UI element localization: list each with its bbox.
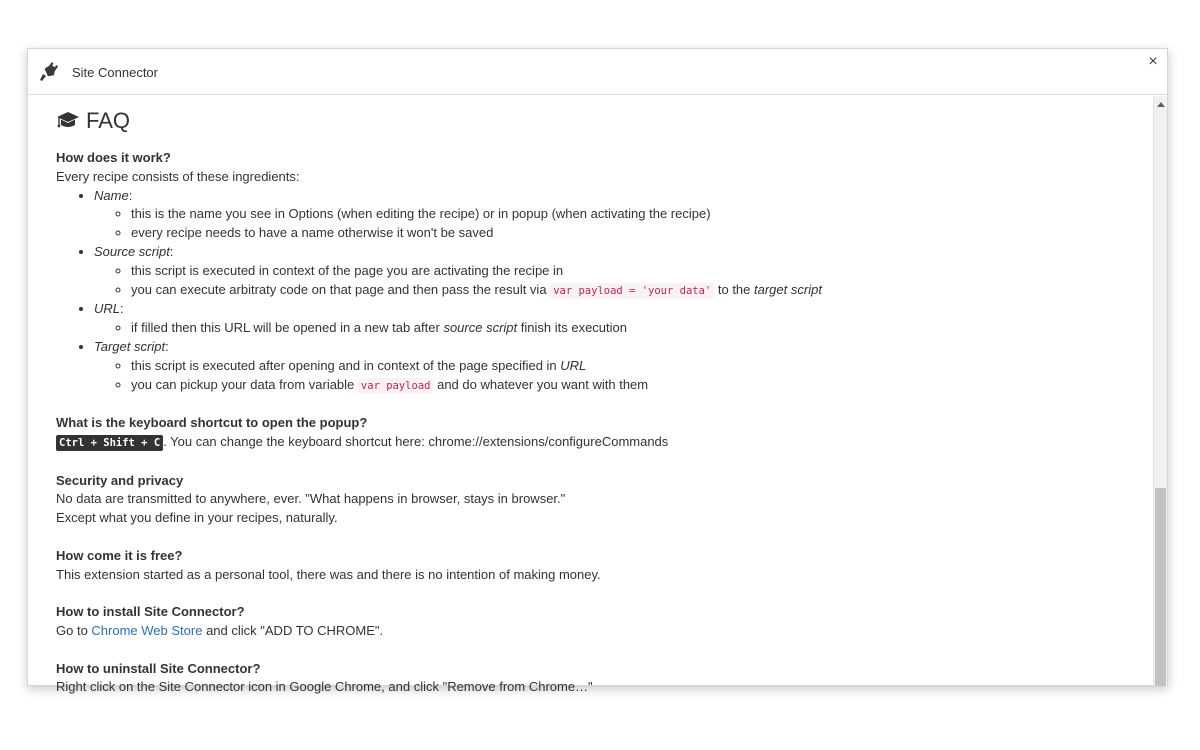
- window-title: Site Connector: [72, 65, 158, 80]
- scrollbar-thumb[interactable]: [1155, 488, 1166, 686]
- faq-free: [56, 547, 1154, 585]
- ingredient-source-script: • Source script: ◦ this script is executed in context of the page you are activating the recipe in ◦ you can execute arbitraty code on that page and then pass the result via var payload = 'your data' to the target script: [94, 243, 1154, 300]
- list-item: ◦ every recipe needs to have a name otherwise it won't be saved: [131, 224, 1154, 243]
- faq-install: [56, 603, 1154, 641]
- list-item: ◦ this script is executed in context of the page you are activating the recipe in: [131, 262, 1154, 281]
- question: Security and privacy: [56, 472, 184, 488]
- faq-keyboard-shortcut: [56, 414, 1154, 453]
- faq-title: FAQ: [86, 108, 131, 133]
- code-snippet: var payload: [358, 378, 434, 394]
- close-icon: ×: [1148, 53, 1158, 70]
- graduation-cap-icon: [56, 111, 80, 131]
- faq-content: [28, 96, 1154, 695]
- shortcut-key: Ctrl + Shift + C: [56, 435, 163, 451]
- faq-security: [56, 472, 1154, 528]
- faq-how-it-works: [56, 149, 1154, 395]
- question: How does it work?: [56, 150, 171, 165]
- ingredient-url: • URL: ◦ if filled then this URL will be opened in a new tab after source script finish its execution: [94, 300, 1154, 338]
- answer: Go to Chrome Web Store and click "ADD TO CHROME".: [56, 622, 384, 638]
- list-item: ◦ if filled then this URL will be opened in a new tab after source script finish its execution: [131, 319, 1154, 338]
- answer: Ctrl + Shift + C . You can change the keyboard shortcut here: chrome://extensions/configureCommands: [56, 433, 1154, 453]
- faq-uninstall: [56, 660, 1154, 698]
- answer: Except what you define in your recipes, naturally.: [56, 510, 338, 526]
- ingredient-list: [56, 187, 1154, 396]
- title-bar: [28, 49, 1167, 95]
- list-item: ◦ you can execute arbitraty code on that page and then pass the result via var payload = 'your data' to the target script: [131, 281, 1154, 301]
- site-connector-window: [27, 48, 1168, 695]
- question: How come it is free?: [56, 547, 183, 563]
- list-item: ◦ this script is executed after opening and in context of the page specified in URL: [131, 357, 1154, 376]
- faq-heading: [56, 108, 1154, 134]
- code-snippet: var payload = 'your data': [550, 283, 714, 299]
- vertical-scrollbar[interactable]: [1153, 96, 1167, 686]
- ingredient-target-script: • Target script: ◦ this script is executed after opening and in context of the page specified in URL ◦ you can pickup your data from variable var payload and do whatever you want with them: [94, 338, 1154, 395]
- answer: No data are transmitted to anywhere, ever. "What happens in browser, stays in browser.": [56, 491, 566, 507]
- scroll-up-arrow-icon[interactable]: [1157, 102, 1165, 107]
- answer-intro: Every recipe consists of these ingredients:: [56, 168, 300, 184]
- sub-list: [94, 319, 1154, 338]
- question: How to uninstall Site Connector?: [56, 660, 261, 676]
- question: How to install Site Connector?: [56, 604, 245, 620]
- list-item: ◦ this is the name you see in Options (when editing the recipe) or in popup (when activating the recipe): [131, 205, 1154, 224]
- sub-list: [94, 262, 1154, 301]
- answer: Right click on the Site Connector icon in Google Chrome, and click "Remove from Chrome…": [56, 679, 593, 695]
- question: What is the keyboard shortcut to open the popup?: [56, 415, 368, 431]
- plug-icon: [37, 60, 61, 84]
- sub-list: [94, 357, 1154, 396]
- close-button[interactable]: [1145, 53, 1161, 71]
- ingredient-name: • Name: ◦ this is the name you see in Options (when editing the recipe) or in popup (when activating the recipe) ◦ every recipe needs to have a name otherwise it won't be saved: [94, 187, 1154, 243]
- answer: This extension started as a personal tool, there was and there is no intention of making money.: [56, 566, 601, 582]
- sub-list: [94, 205, 1154, 243]
- list-item: ◦ you can pickup your data from variable var payload and do whatever you want with them: [131, 376, 1154, 396]
- chrome-web-store-link[interactable]: Chrome Web Store: [91, 622, 203, 638]
